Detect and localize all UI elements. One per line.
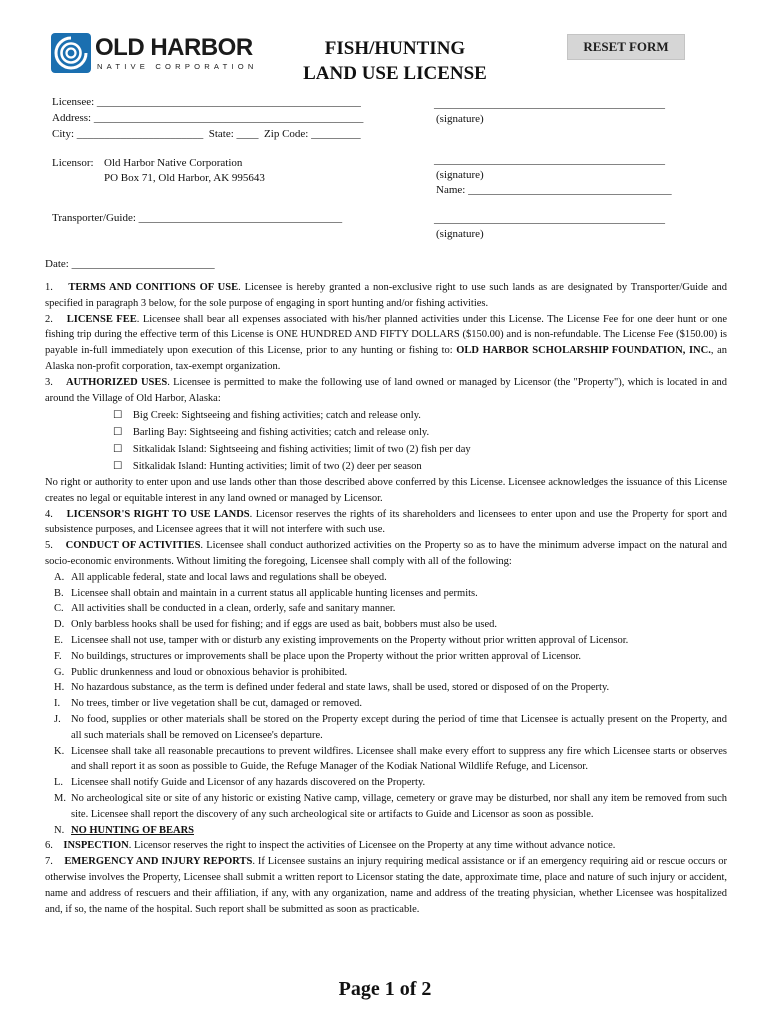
logo-name: OLD HARBOR [95,34,253,61]
terms-sections-4-7 [45,475,727,917]
old-harbor-logo [51,33,266,77]
reset-form-button[interactable]: RESET FORM [567,34,685,60]
page-number: Page 1 of 2 [338,978,432,1000]
checkbox[interactable]: ☐ [113,461,123,472]
conduct-item: M. No archeological site or site of any historic or existing Native camp, village, cemetery or grave may be disturbed, nor shall any item be removed from such site. Licensee shall report the discovery of any such archeological site or artifacts to Guide and Licensor as soon as possible. [54,792,727,820]
licensor-signature-line[interactable]: __________________________________________ [434,154,665,166]
conduct-item: B. Licensee shall obtain and maintain in a current status all applicable hunting licenses and permits. [54,587,478,599]
address-field[interactable]: Address: _________________________________________________ [52,112,364,124]
use-option[interactable]: ☐ Barling Bay: Sightseeing and fishing activities; catch and release only. [113,427,430,438]
signature-label: (signature) [436,113,484,125]
document-title [280,36,510,86]
conduct-item: A. All applicable federal, state and local laws and regulations shall be obeyed. [54,571,387,583]
licensor-address: PO Box 71, Old Harbor, AK 995643 [104,172,265,184]
conduct-item: I. No trees, timber or live vegetation shall be cut, damaged or removed. [54,698,362,710]
section-4: 4. LICENSOR'S RIGHT TO USE LANDS. Licensor reserves the rights of its shareholders and licensees to enter upon and use the Property for sport and subsistence purposes, and Licensee agrees that it will not interfere with such use. [45,508,727,536]
transporter-guide-field[interactable]: Transporter/Guide: _____________________________________ [52,212,343,224]
section-4-heading: LICENSOR'S RIGHT TO USE LANDS [66,508,250,520]
date-field[interactable]: Date: __________________________ [45,258,215,270]
licensor-name-field[interactable]: Name: _____________________________________ [436,184,672,196]
licensor-name: Old Harbor Native Corporation [104,157,243,169]
licensee-signature-line[interactable]: __________________________________________ [434,98,665,110]
section-2-heading: LICENSE FEE [66,313,137,325]
section-5-heading: CONDUCT OF ACTIVITIES [65,540,201,552]
conduct-item: K. Licensee shall take all reasonable precautions to prevent wildfires. Licensee shall make every effort to suppress any fire which Licensee starts or observes and shall report it as soon as possible to Guide, the Refuge Manager of the Kodiak National Wildlife Refuge, and Licensor. [54,745,727,773]
conduct-item: F. No buildings, structures or improvements shall be place upon the Property without the prior written approval of Licensor. [54,650,582,662]
checkbox[interactable]: ☐ [113,444,123,455]
section-1-heading: TERMS AND CONITIONS OF USE [68,282,239,293]
section-7: 7. EMERGENCY AND INJURY REPORTS. If Licensee sustains an injury requiring medical assistance or if an emergency requiring aid or rescue occurs or otherwise involves the Property, Licensee shall submit a written report to Licensor stating the date, approximate time, place and nature of such injury or accident, name and address of rescuers and their affiliation, if any, with any organization, name and address of the treating physician, whether Licensee was hospitalized and, if so, the name of the hospital. Such report shall be submitted as soon as practicable. [45,856,727,915]
section-1: 1. TERMS AND CONITIONS OF USE. Licensee is hereby granted a non-exclusive right to use such lands as are designated by Transporter/Guide and specified in paragraph 3 below, for the sole purpose of engaging in sport hunting and/or fishing activities. [45,282,728,309]
no-hunting-bears: NO HUNTING OF BEARS [71,824,195,836]
conduct-item: G. Public drunkenness and loud or obnoxious behavior is prohibited. [54,666,348,678]
checkbox[interactable]: ☐ [113,410,123,421]
section-6-heading: INSPECTION [63,840,129,852]
use-option[interactable]: ☐ Sitkalidak Island: Hunting activities; limit of two (2) deer per season [113,461,422,472]
licensee-field[interactable]: Licensee: ________________________________________________ [52,96,361,108]
conduct-item: L. Licensee shall notify Guide and Licensor of any hazards discovered on the Property. [54,777,426,789]
city-state-zip-field[interactable]: City: _______________________ State: ____ Zip Code: _________ [52,128,361,140]
scholarship-foundation-name: OLD HARBOR SCHOLARSHIP FOUNDATION, INC. [456,345,711,357]
use-option[interactable]: ☐ Sitkalidak Island: Sightseeing and fishing activities; limit of two (2) fish per day [113,444,471,455]
section-7-heading: EMERGENCY AND INJURY REPORTS [64,856,253,868]
signature-label: (signature) [436,169,484,181]
title-line-1: FISH/HUNTING [324,38,466,59]
section-3: 3. AUTHORIZED USES. Licensee is permitted to make the following use of land owned or managed by Licensor (the "Property"), which is located in and around the Village of Old Harbor, Alaska: [45,376,727,404]
section-5: 5. CONDUCT OF ACTIVITIES. Licensee shall conduct authorized activities on the Property so as to have the minimum adverse impact on the natural and socio-economic environments. Without limiting the foregoing, Licensee shall comply with all of the following: [45,540,728,567]
section-3-note: No right or authority to enter upon and use lands other than those described above conferred by this License. Licensee acknowledges the issuance of this License creates no legal or equitable interest in any land owned or managed by Licensor. [45,477,727,504]
section-6: 6. INSPECTION. Licensor reserves the right to inspect the activities of Licensee on the Property at any time without advance notice. [45,840,616,852]
conduct-list [45,570,727,839]
terms-sections-1-3 [45,280,727,406]
conduct-item: N. NO HUNTING OF BEARS [54,824,195,836]
conduct-item: E. Licensee shall not use, tamper with or disturb any existing improvements on the Property without prior written approval of Licensor. [54,634,629,646]
section-3-heading: AUTHORIZED USES [65,376,168,388]
licensor-label: Licensor: [52,157,94,169]
signature-label: (signature) [436,228,484,240]
use-option[interactable]: ☐ Big Creek: Sightseeing and fishing activities; catch and release only. [113,410,421,421]
conduct-item: H. No hazardous substance, as the term is defined under federal and state laws, shall be used, stored or disposed of on the Property. [54,682,610,694]
swirl-logo-icon [51,33,91,73]
conduct-item: D. Only barbless hooks shall be used for fishing; and if eggs are used as bait, bobbers must also be used. [54,619,498,631]
title-line-2: LAND USE LICENSE [303,63,487,84]
logo-subtitle: NATIVE CORPORATION [97,62,258,71]
conduct-item: J. No food, supplies or other materials shall be stored on the Property except during the period of time that Licensee is actually present on the Property, and all such materials shall be removed on Licensee's departure. [54,713,727,741]
transporter-signature-line[interactable]: __________________________________________ [434,213,665,225]
conduct-item: C. All activities shall be conducted in a clean, orderly, safe and sanitary manner. [54,603,396,615]
checkbox[interactable]: ☐ [113,427,123,438]
section-2: 2. LICENSE FEE. Licensee shall bear all expenses associated with his/her planned activities under this License. The License Fee for one deer hunt or one fishing trip during the effective term of this License is ONE HUNDRED AND FIFTY DOLLARS ($150.00) and is non-refundable. The License Fee ($150.00) is payable in-full immediately upon execution of this License, prior to any hunting or fishing to: OLD HARBOR SCHOLARSHIP FOUNDATION, INC., an Alaska non-profit corporation, tax-exempt organization. [45,313,728,372]
